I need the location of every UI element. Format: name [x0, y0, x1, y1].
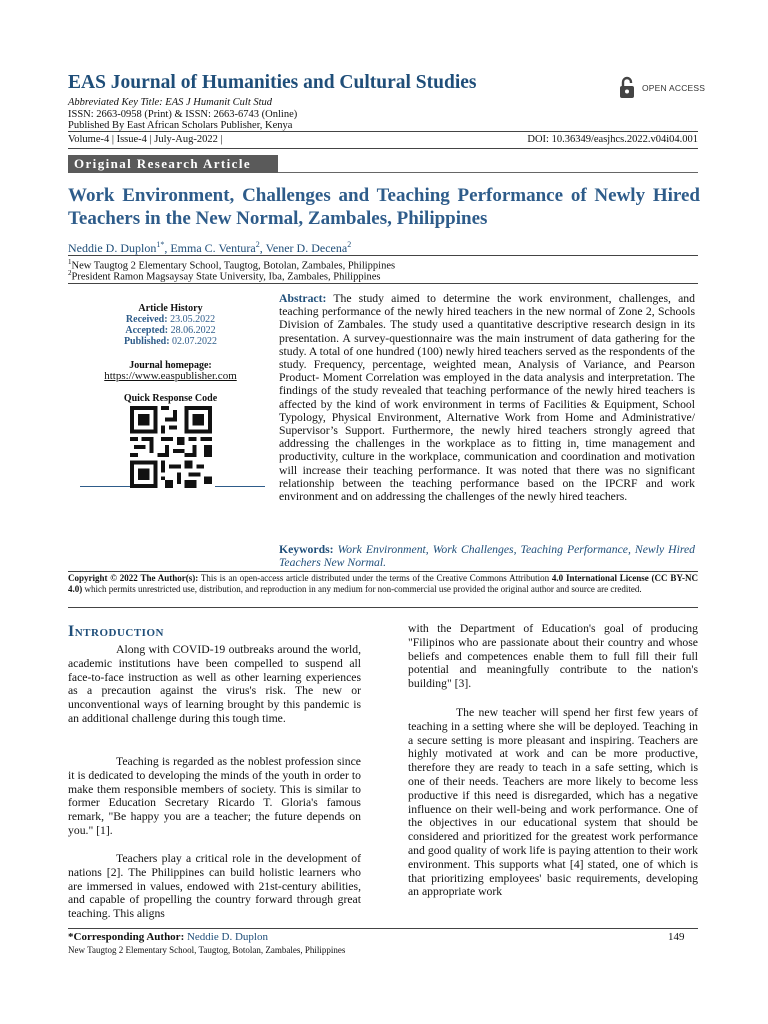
published-row	[68, 336, 273, 347]
divider	[68, 607, 698, 608]
divider	[68, 255, 698, 256]
volume-issue: Volume-4 | Issue-4 | July-Aug-2022 |	[68, 134, 223, 145]
abstract-label: Abstract:	[279, 292, 327, 305]
qr-code-label: Quick Response Code	[123, 393, 218, 404]
open-access-label: OPEN ACCESS	[642, 83, 706, 93]
affiliation	[68, 269, 381, 283]
issn: ISSN: 2663-0958 (Print) & ISSN: 2663-6743 (Online)	[68, 109, 298, 120]
affiliation-text: New Taugtog 2 Elementary School, Taugtog, Botolan, Zambales, Philippines	[71, 260, 396, 272]
author-list: Neddie D. Duplon$^{1*}$, Emma C. Ventura$^2$, Vener D. Decena$^2$	[68, 240, 352, 255]
accepted-row	[68, 325, 273, 336]
divider	[68, 131, 698, 132]
corresponding-name: Neddie D. Duplon	[186, 931, 268, 943]
copyright-lead: Copyright © 2022 The Author(s):	[68, 573, 199, 583]
keywords	[279, 543, 695, 569]
affiliation-sup: 1	[68, 258, 72, 266]
received-row	[68, 314, 273, 325]
open-access-badge	[618, 76, 708, 102]
divider	[278, 172, 698, 173]
divider	[68, 283, 698, 284]
journal-homepage-link[interactable]: https://www.easpublisher.com	[104, 370, 237, 382]
doi: DOI: 10.36349/easjhcs.2022.v04i04.001	[527, 134, 698, 145]
paragraph: with the Department of Education's goal of producing "Filipinos who are passionate about their country and whose beliefs and competences enable them to full fill their full potential and meaningfully contribute to the nation's building" [3].	[408, 622, 698, 691]
divider	[68, 148, 698, 149]
article-history-title: Article History	[138, 303, 203, 314]
accepted-date: 28.06.2022	[170, 325, 216, 336]
author-name: Neddie D. Duplon	[68, 241, 157, 255]
keywords-text: Work Environment, Work Challenges, Teaching Performance, Newly Hired Teachers New Normal.	[279, 543, 696, 570]
abstract-text: The study aimed to determine the work environment, challenges, and teaching performance of the newly hired teachers in the new normal of Zone 2, Schools Division of Zambales. The study used a quantitative descriptive research design in its presentation. A survey-questionnaire was the main instrument of data gathering for the study. A total of one hundred (100) newly hired teachers served as the respondents of the study. Frequency, percentage, weighted mean, Analysis of Variance, and Pearson Product- Moment Correlation was employed in the data analysis and interpretation. The findings of the study revealed that teaching performance of the newly hired teachers is affected by the kind of work environment in terms of Facilities & Equipment, School Typology, Physical Environment, Alternative Work from Home and Administrative/ Supervisor’s Support. Furthermore, the newly hired teachers strongly agreed that addressing the challenges in the workplace as to fitting in, time management and productivity, culture in the workplace, communication and coordination and motivation will increase their teaching performance. It was noted that there was no significant relationship between the teaching performance based on the IPCRF and work environment and on addressing the challenges of the newly hired teachers.	[279, 292, 695, 504]
abbreviated-title: Abbreviated Key Title: EAS J Humanit Cult Stud	[68, 97, 273, 108]
corresponding-author	[68, 931, 268, 943]
paragraph: The new teacher will spend her first few years of teaching in a setting where she will be deployed. Teaching in a secure setting is more pleasant and inspiring. Teachers are highly motivated at work and can be more productive, therefore they are ready to teach in a safe setting, which is one of their needs. Teachers are more likely to become less productive if this need is disregarded, which has a negative influence on their well-being and work performance. One of the objectives in our educational system that should be considered and prioritized for the greatest work performance and good quality of work life is paying attention to their work environment. This supports what [4] stated, one of which is that prioritizing employees' basic requirements, developing an appropriate work	[408, 706, 698, 899]
published-label: Published:	[123, 336, 170, 347]
journal-title: EAS Journal of Humanities and Cultural Studies	[68, 72, 477, 93]
paragraph: Teachers play a critical role in the development of nations [2]. The Philippines can build holistic learners who are immersed in values, endowed with 21st-century abilities, and capable of propelling the country forward through great teaching. This aligns	[68, 852, 361, 921]
divider	[68, 571, 698, 572]
section-heading-introduction: Introduction	[68, 623, 164, 640]
author-name: Vener D. Decena	[265, 241, 348, 255]
affiliation-sup: 2	[68, 269, 72, 277]
affiliation-text: President Ramon Magsaysay State University, Iba, Zambales, Philippines	[71, 271, 381, 283]
publisher: Published By East African Scholars Publisher, Kenya	[68, 120, 293, 131]
copyright-text: which permits unrestricted use, distribution, and reproduction in any medium for non-commercial use provided the original author and source are credited.	[82, 584, 642, 594]
paragraph: Teaching is regarded as the noblest profession since it is dedicated to developing the minds of the youth in order to make them responsible members of society. This is similar to former Education Secretary Ricardo T. Gloria's famous remark, "Be happy you are a teacher; the future depends on you." [1].	[68, 755, 361, 837]
received-date: 23.05.2022	[170, 314, 216, 325]
author-sup: 2	[255, 240, 260, 249]
divider	[68, 928, 698, 929]
copyright-notice	[68, 573, 698, 595]
corresponding-label: *Corresponding Author:	[68, 931, 185, 943]
divider	[215, 486, 265, 487]
paragraph: Along with COVID-19 outbreaks around the world, academic institutions have been compelled to suspend all face-to-face instruction as well as other learning experiences as a precaution against the virus's risk. The new or unconventional ways of learning brought by this pandemic is an additional challenge during this tough time.	[68, 643, 361, 725]
author-name: Emma C. Ventura	[170, 241, 256, 255]
abstract	[279, 292, 695, 503]
author-sup: 1*	[156, 240, 165, 249]
journal-homepage-label: Journal homepage:	[129, 360, 212, 371]
article-title: Work Environment, Challenges and Teaching Performance of Newly Hired Teachers in the New Normal, Zambales, Philippines	[68, 185, 700, 229]
qr-code-icon	[130, 406, 212, 488]
published-date: 02.07.2022	[172, 336, 218, 347]
page-number: 149	[668, 931, 685, 943]
accepted-label: Accepted:	[125, 325, 169, 336]
keywords-label: Keywords:	[279, 543, 334, 556]
received-label: Received:	[125, 314, 168, 325]
copyright-text: This is an open-access article distributed under the terms of the Creative Commons Attribution	[198, 573, 552, 583]
article-type-banner: Original Research Article	[68, 155, 278, 173]
divider	[80, 486, 130, 487]
author-sup: 2	[347, 240, 352, 249]
open-lock-icon	[618, 76, 636, 100]
license-name: 4.0 International License (CC BY-NC 4.0)	[68, 573, 698, 594]
corresponding-address: New Taugtog 2 Elementary School, Taugtog, Botolan, Zambales, Philippines	[68, 945, 346, 955]
